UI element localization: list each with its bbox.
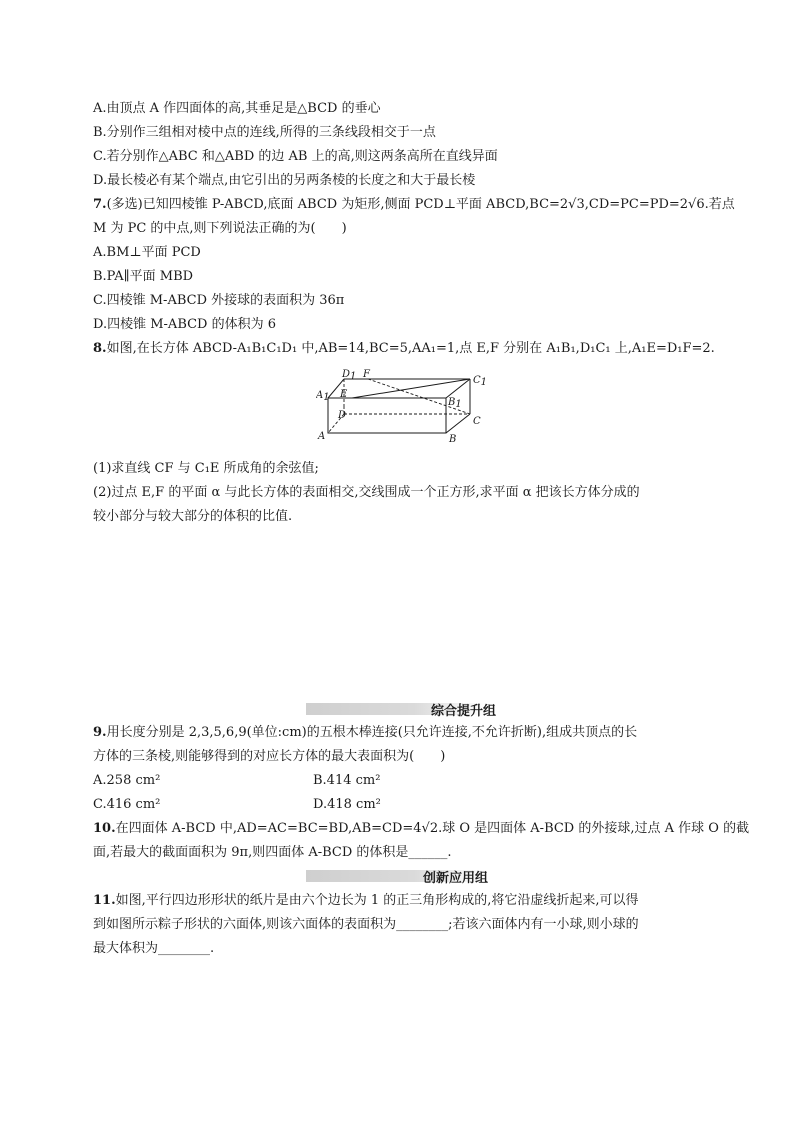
label-e: E [340,389,348,400]
q11-stem-line2: 到如图所示粽子形状的六面体,则该六面体的表面积为________;若该六面体内有一小球,则小球的 [93,917,639,932]
q9-option-d: D.418 cm² [313,797,381,812]
q11-stem-line1 [93,892,639,910]
q10-stem-line1 [93,820,749,838]
q8-stem [93,340,715,358]
q8-number: 8. [93,341,107,356]
edge-bc [446,414,470,433]
q11-number: 11. [93,893,116,908]
label-a1: A1 [316,390,330,403]
q10-number: 10. [93,821,116,836]
q10-stem-line2: 面,若最大的截面面积为 9π,则四面体 A-BCD 的体积是______. [93,845,452,860]
q9-options-row2 [93,796,381,814]
label-d: D [338,410,347,421]
q7-option-c: C.四棱锥 M-ABCD 外接球的表面积为 36π [93,293,345,308]
q6-option-c: C.若分别作△ABC 和△ABD 的边 AB 上的高,则这两条高所在直线异面 [93,149,498,164]
q8-text: 如图,在长方体 ABCD-A₁B₁C₁D₁ 中,AB=14,BC=5,AA₁=1,点 E,F 分别在 A₁B₁,D₁C₁ 上,A₁E=D₁F=2. [106,341,715,356]
cuboid-figure [316,369,496,449]
section-title-1: 综合提升组 [431,704,497,719]
label-b1: B1 [448,397,462,410]
q9-option-b: B.414 cm² [313,773,381,788]
q9-option-a: A.258 cm² [93,773,161,788]
label-b: B [449,434,457,445]
q9-number: 9. [93,725,107,740]
label-c: C [473,416,481,427]
q6-option-d: D.最长棱必有某个端点,由它引出的另两条棱的长度之和大于最长棱 [93,173,476,188]
q11-text-line1: 如图,平行四边形形状的纸片是由六个边长为 1 的正三角形构成的,将它沿虚线折起来,可以得 [115,893,639,908]
q9-stem-line1 [93,724,637,742]
label-d1: D1 [342,369,357,382]
q9-text-line1: 用长度分别是 2,3,5,6,9(单位:cm)的五根木棒连接(只允许连接,不允许折断),组成共顶点的长 [106,725,638,740]
section-title-2: 创新应用组 [423,871,489,886]
q6-option-a: A.由顶点 A 作四面体的高,其垂足是△BCD 的垂心 [93,101,381,116]
q7-stem-line1 [93,196,735,214]
q8-part2-line2: 较小部分与较大部分的体积的比值. [93,509,293,524]
q7-option-b: B.PA∥平面 MBD [93,269,194,284]
q6-option-b: B.分别作三组相对棱中点的连线,所得的三条线段相交于一点 [93,125,436,140]
label-a: A [318,431,326,442]
q9-option-c: C.416 cm² [93,797,161,812]
q7-text-line1: (多选)已知四棱锥 P-ABCD,底面 ABCD 为矩形,侧面 PCD⊥平面 ABCD,BC=2√3,CD=PC=PD=2√6.若点 [106,197,735,212]
q7-option-d: D.四棱锥 M-ABCD 的体积为 6 [93,317,277,332]
segment-c1e [352,379,470,398]
q11-stem-line3: 最大体积为________. [93,941,215,956]
q7-stem-line2: M 为 PC 的中点,则下列说法正确的为( ) [93,221,347,236]
label-f: F [363,369,370,380]
q7-option-a: A.BM⊥平面 PCD [93,245,201,260]
q9-stem-line2: 方体的三条棱,则能够得到的对应长方体的最大表面积为( ) [93,749,446,764]
q10-text-line1: 在四面体 A-BCD 中,AD=AC=BC=BD,AB=CD=4√2.球 O 是四面体 A-BCD 的外接球,过点 A 作球 O 的截 [115,821,750,836]
label-c1: C1 [473,375,488,388]
q7-number: 7. [93,197,107,212]
q8-part2-line1: (2)过点 E,F 的平面 α 与此长方体的表面相交,交线围成一个正方形,求平面 α 把该长方体分成的 [93,485,640,500]
q8-part1: (1)求直线 CF 与 C₁E 所成角的余弦值; [93,461,319,476]
q9-options-row1 [93,772,381,790]
